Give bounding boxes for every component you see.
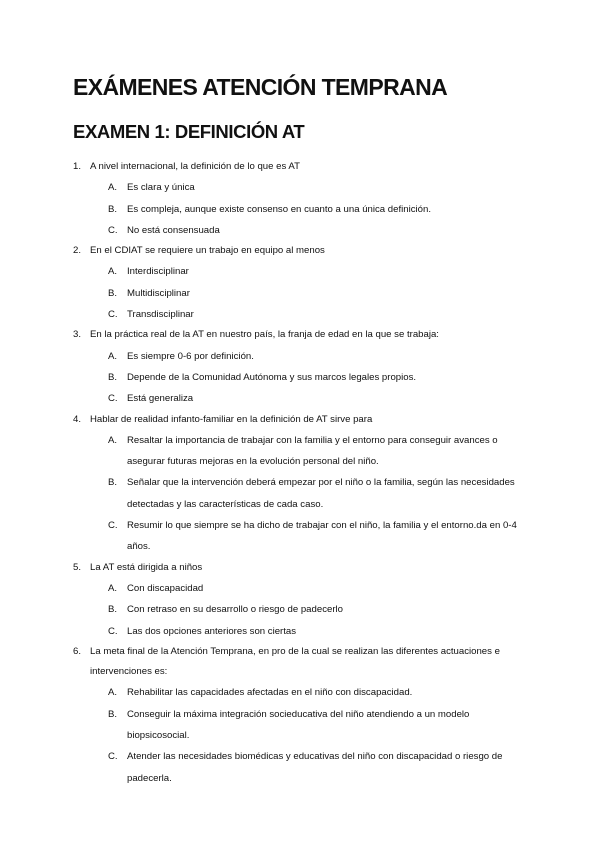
option-text: Es siempre 0-6 por definición. xyxy=(127,350,254,362)
option-text: Señalar que la intervención deberá empezar por el niño o la familia, según las necesidades detectadas y las características de cada caso. xyxy=(127,477,515,510)
exam-title: EXAMEN 1: DEFINICIÓN AT xyxy=(73,121,305,142)
option-list xyxy=(0,682,600,788)
question-number: 4. xyxy=(73,413,82,425)
question-number: 1. xyxy=(73,161,82,172)
option-letter: C. xyxy=(108,625,118,637)
question-5 xyxy=(0,558,600,642)
question-2 xyxy=(0,241,600,325)
option-c xyxy=(0,388,600,409)
question-text: En la práctica real de la AT en nuestro país, la franja de edad en la que se trabaja: xyxy=(90,329,439,341)
option-text: Transdisciplinar xyxy=(127,309,194,321)
option-b xyxy=(0,283,600,304)
option-text: Resumir lo que siempre se ha dicho de trabajar con el niño, la familia y el entorno.da en 0-4 años. xyxy=(127,520,517,553)
option-letter: C. xyxy=(108,224,118,236)
option-a xyxy=(0,430,600,473)
question-number: 6. xyxy=(73,645,82,657)
option-b xyxy=(0,367,600,388)
option-a xyxy=(0,682,600,703)
option-text: Resaltar la importancia de trabajar con la familia y el entorno para conseguir avances o asegurar futuras mejoras en la evolución personal del niño. xyxy=(127,434,498,468)
option-c xyxy=(0,515,600,558)
option-letter: B. xyxy=(108,287,118,299)
question-text: A nivel internacional, la definición de lo que es AT xyxy=(90,161,300,172)
option-list xyxy=(0,346,600,410)
option-a xyxy=(0,177,600,198)
option-text: Es clara y única xyxy=(127,182,195,194)
option-letter: A. xyxy=(108,350,118,362)
option-a xyxy=(0,578,600,599)
option-text: Es compleja, aunque existe consenso en cuanto a una única definición. xyxy=(127,203,432,215)
option-letter: B. xyxy=(108,477,118,489)
question-text: En el CDIAT se requiere un trabajo en equipo al menos xyxy=(90,245,325,257)
option-letter: A. xyxy=(108,266,118,278)
option-text: Con discapacidad xyxy=(127,582,204,594)
option-letter: B. xyxy=(108,371,118,383)
question-list xyxy=(0,157,600,789)
option-text: Multidisciplinar xyxy=(127,287,190,299)
option-c xyxy=(0,304,600,325)
option-text: Conseguir la máxima integración socieducativa del niño atendiendo a un modelo biopsicosocial. xyxy=(127,708,470,742)
option-text: Atender las necesidades biomédicas y educativas del niño con discapacidad o riesgo de padecerla. xyxy=(127,751,503,784)
option-text: Interdisciplinar xyxy=(127,266,189,278)
option-letter: C. xyxy=(108,309,118,321)
question-6 xyxy=(0,642,600,789)
option-b xyxy=(0,599,600,620)
option-list xyxy=(0,578,600,642)
option-b xyxy=(0,199,600,220)
question-3 xyxy=(0,325,600,409)
option-text: Las dos opciones anteriores son ciertas xyxy=(127,625,297,637)
option-text: Depende de la Comunidad Autónoma y sus marcos legales propios. xyxy=(127,371,417,383)
question-1 xyxy=(0,157,600,241)
question-number: 5. xyxy=(73,561,82,573)
question-4 xyxy=(0,410,600,558)
option-letter: B. xyxy=(108,708,118,720)
option-letter: C. xyxy=(108,520,118,532)
option-list xyxy=(0,430,600,558)
option-b xyxy=(0,704,600,747)
option-letter: C. xyxy=(108,393,118,405)
option-a xyxy=(0,261,600,282)
question-number: 3. xyxy=(73,329,82,341)
option-a xyxy=(0,346,600,367)
option-c xyxy=(0,621,600,642)
document-title: EXÁMENES ATENCIÓN TEMPRANA xyxy=(73,74,448,100)
option-text: No está consensuada xyxy=(127,224,220,236)
option-letter: A. xyxy=(108,434,118,446)
question-text: La AT está dirigida a niños xyxy=(90,561,203,573)
option-text: Con retraso en su desarrollo o riesgo de padecerlo xyxy=(127,604,343,616)
option-letter: A. xyxy=(108,687,118,699)
option-letter: C. xyxy=(108,751,118,763)
option-c xyxy=(0,220,600,241)
question-text: Hablar de realidad infanto-familiar en la definición de AT sirve para xyxy=(90,413,373,425)
option-text: Rehabilitar las capacidades afectadas en el niño con discapacidad. xyxy=(127,687,413,699)
option-letter: A. xyxy=(108,182,118,194)
option-list xyxy=(0,177,600,241)
option-letter: A. xyxy=(108,582,118,594)
option-letter: B. xyxy=(108,203,118,215)
option-text: Está generaliza xyxy=(127,393,194,405)
question-number: 2. xyxy=(73,245,82,257)
question-text: La meta final de la Atención Temprana, en pro de la cual se realizan las diferentes actuaciones e intervenciones es: xyxy=(90,645,500,678)
option-b xyxy=(0,472,600,515)
option-list xyxy=(0,261,600,325)
option-c xyxy=(0,746,600,789)
option-letter: B. xyxy=(108,604,118,616)
